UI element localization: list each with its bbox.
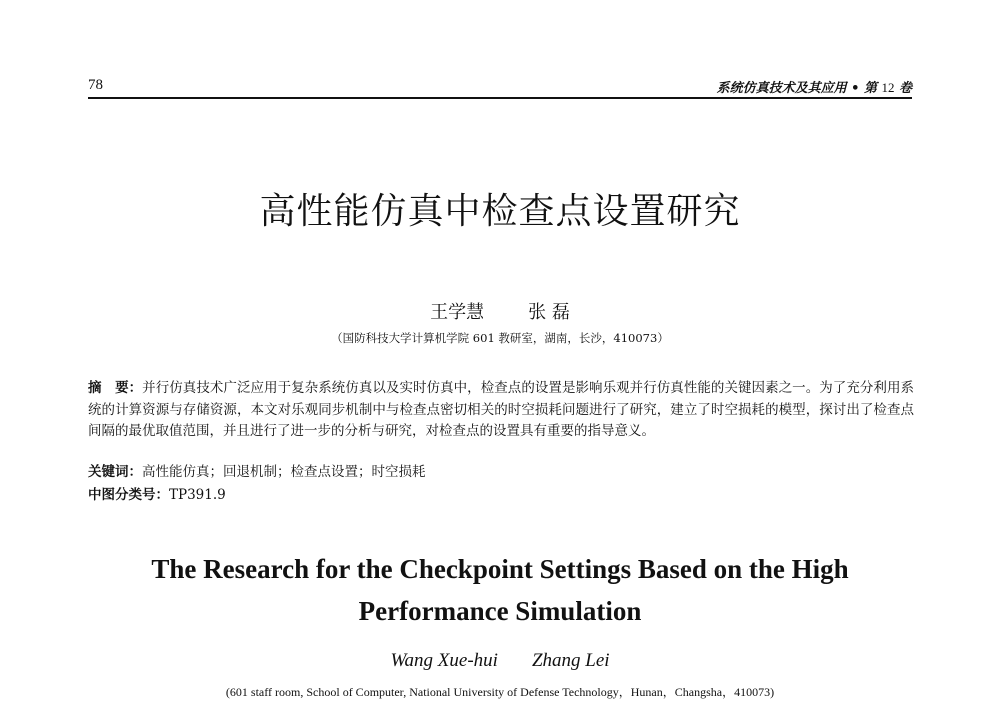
abstract-text: 并行仿真技术广泛应用于复杂系统仿真以及实时仿真中，检查点的设置是影响乐观并行仿真性能的关键因素之一。为了充分利用系统的计算资源与存储资源，本文对乐观同步机制中与检查点密切相关的时空损耗问题进行了研究，建立了时空损耗的模型，探讨出了检查点间隔的最优取值范围，并且进行了进一步的分析与研究，对检查点的设置具有重要的指导意义。 bbox=[88, 380, 915, 439]
abstract-chinese bbox=[88, 378, 914, 443]
authors-chinese bbox=[0, 298, 1000, 324]
page-number: 78 bbox=[88, 77, 103, 93]
header-rule bbox=[88, 97, 912, 99]
volume-number: 12 bbox=[881, 80, 895, 95]
author-en-1: Wang Xue-hui bbox=[390, 650, 498, 671]
title-english-line-1: The Research for the Checkpoint Settings Based on the High bbox=[151, 554, 849, 584]
keywords bbox=[88, 460, 426, 480]
author-en-2: Zhang Lei bbox=[531, 650, 610, 671]
affiliation-chinese: （国防科技大学计算机学院 601 教研室，湖南，长沙，410073） bbox=[331, 331, 669, 345]
authors-english bbox=[0, 650, 1000, 672]
author-cn-2: 张 磊 bbox=[528, 302, 570, 323]
affiliation-english: (601 staff room, School of Computer, National University of Defense Technology，Hunan，Changsha，410073) bbox=[225, 685, 775, 699]
title-english bbox=[0, 548, 1000, 632]
abstract-label: 摘 要： bbox=[88, 380, 143, 396]
title-chinese: 高性能仿真中检查点设置研究 bbox=[259, 191, 741, 232]
classification-text: TP391.9 bbox=[169, 487, 226, 503]
title-english-line-2: Performance Simulation bbox=[358, 596, 642, 626]
volume-suffix: 卷 bbox=[894, 81, 912, 96]
classification-number bbox=[88, 483, 226, 503]
keywords-text: 高性能仿真；回退机制；检查点设置；时空损耗 bbox=[142, 464, 426, 480]
running-head bbox=[717, 77, 912, 96]
author-cn-1: 王学慧 bbox=[430, 302, 485, 323]
journal-name: 系统仿真技术及其应用 • 第 bbox=[716, 81, 882, 96]
keywords-label: 关键词： bbox=[88, 464, 142, 480]
classification-label: 中图分类号： bbox=[88, 487, 169, 503]
